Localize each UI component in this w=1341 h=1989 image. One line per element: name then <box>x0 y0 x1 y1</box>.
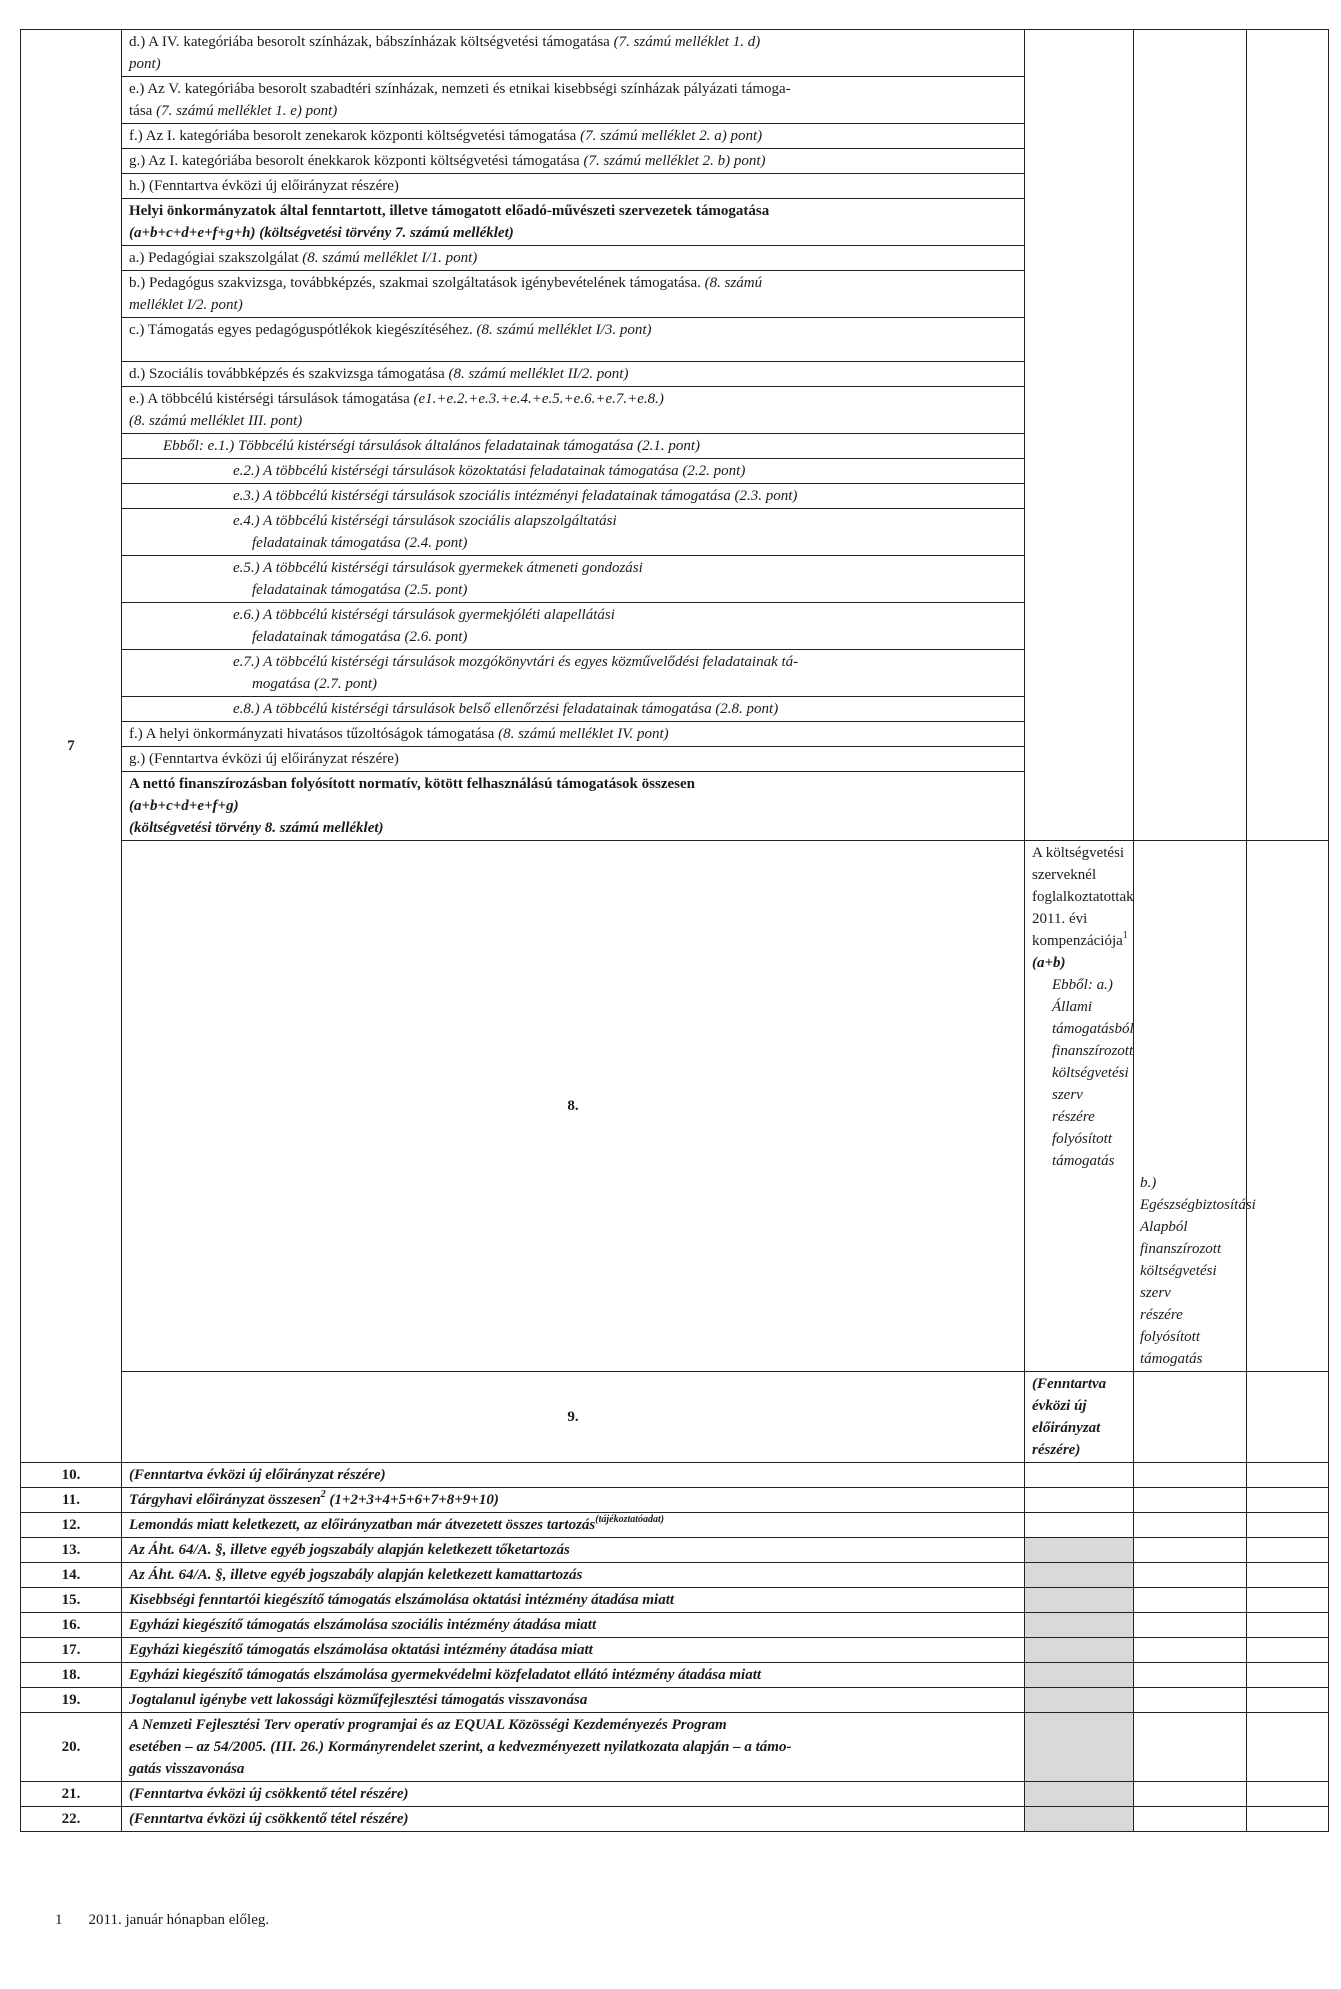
value-cell[interactable] <box>1025 1588 1134 1613</box>
footnote-text: 2011. január hónapban előleg. <box>88 1912 270 1928</box>
description-cell <box>122 1513 1025 1538</box>
value-cell[interactable] <box>1025 1613 1134 1638</box>
text-line <box>129 460 1018 482</box>
text-line <box>129 1758 1018 1780</box>
description-cell <box>122 509 1025 556</box>
cell-text: A Nemzeti Fejlesztési Terv operatív programjai és az EQUAL Közösségi Kezdeményezés Program <box>129 1717 727 1733</box>
row-number <box>21 1713 122 1782</box>
cell-text: Az Áht. 64/A. §, illetve egyéb jogszabály alapján keletkezett kamattartozás <box>129 1567 583 1583</box>
text-line <box>1032 842 1134 974</box>
cell-text: e.) Az V. kategóriába besorolt szabadtéri színházak, nemzeti és etnikai kisebbségi színházak pályázati támoga- <box>129 81 791 97</box>
text-line <box>129 1614 1018 1636</box>
row-number-text: 14. <box>61 1567 81 1583</box>
item-label: e.2.) <box>233 463 260 479</box>
row-number <box>21 1588 122 1613</box>
description-cell <box>122 697 1025 722</box>
cell-text: (8. számú melléklet I/3. pont) <box>476 322 652 338</box>
text-line <box>129 673 1018 695</box>
cell-text: (1+2+3+4+5+6+7+8+9+10) <box>325 1492 499 1508</box>
text-line <box>129 604 1018 626</box>
cell-text: esetében – az 54/2005. (III. 26.) Kormányrendelet szerint, a kedvezményezett nyilatkozata alapján – a támo- <box>129 1739 792 1755</box>
cell-text: Kisebbségi fenntartói kiegészítő támogatás elszámolása oktatási intézmény átadása miatt <box>129 1592 675 1608</box>
cell-text: (8. számú melléklet III. pont) <box>129 413 303 429</box>
cell-text: A többcélú kistérségi társulások gyermekek átmeneti gondozási <box>263 560 643 576</box>
text-line <box>129 272 1018 294</box>
row-number-text: 8. <box>567 1098 579 1114</box>
value-cell[interactable] <box>1134 1538 1247 1563</box>
table-row <box>21 30 1329 77</box>
value-cell[interactable] <box>1134 1563 1247 1588</box>
cell-text: (8. számú melléklet II/2. pont) <box>448 366 629 382</box>
text-line <box>129 1564 1018 1586</box>
text-line <box>129 773 1018 795</box>
cell-text: Egyházi kiegészítő támogatás elszámolása oktatási intézmény átadása miatt <box>129 1642 593 1658</box>
text-line <box>129 1714 1018 1736</box>
value-cell[interactable] <box>1247 841 1329 1372</box>
cell-text: Lemondás miatt keletkezett, az előirányzatban már átvezetett összes tartozás <box>129 1517 596 1533</box>
description-cell <box>122 149 1025 174</box>
description-cell <box>122 77 1025 124</box>
text-line <box>129 651 1018 673</box>
text-line <box>129 222 1018 244</box>
description-cell <box>122 1488 1025 1513</box>
cell-text: Állami támogatásból finanszírozott költségvetési szerv részére folyósított támogatás <box>1052 999 1134 1169</box>
cell-text: Jogtalanul igénybe vett lakossági közműfejlesztési támogatás visszavonása <box>129 1692 588 1708</box>
value-cell[interactable] <box>1247 30 1329 841</box>
description-cell <box>122 484 1025 509</box>
item-label: e.6.) <box>233 607 260 623</box>
budget-table <box>20 29 1329 1832</box>
value-cell[interactable] <box>1025 1782 1134 1807</box>
cell-text: a.) Pedagógiai szakszolgálat <box>129 250 303 266</box>
item-label: e.5.) <box>233 560 260 576</box>
text-line <box>129 150 1018 172</box>
cell-text: Egyházi kiegészítő támogatás elszámolása gyermekvédelmi közfeladatot ellátó intézmény átadása miatt <box>129 1667 762 1683</box>
row-number-text: 19. <box>61 1692 81 1708</box>
value-cell[interactable] <box>1025 1713 1134 1782</box>
text-line <box>129 1589 1018 1611</box>
cell-text: Egészségbiztosítási Alapból finanszírozott költségvetési szerv részére folyósított támogatás <box>1140 1197 1256 1367</box>
description-cell <box>122 246 1025 271</box>
row-number-text: 17. <box>61 1642 81 1658</box>
value-cell[interactable] <box>1025 1463 1134 1488</box>
item-label: Ebből: e.1.) <box>163 438 235 454</box>
value-cell[interactable] <box>1247 1538 1329 1563</box>
description-cell <box>122 1807 1025 1832</box>
item-label: e.7.) <box>233 654 260 670</box>
footnote <box>55 1912 269 1929</box>
row-number-text: 13. <box>61 1542 81 1558</box>
cell-text: Helyi önkormányzatok által fenntartott, illetve támogatott előadó-művészeti szervezetek támogatása <box>129 203 770 219</box>
text-line <box>129 100 1018 122</box>
text-line <box>129 1783 1018 1805</box>
value-cell[interactable] <box>1134 1638 1247 1663</box>
cell-text: pont) <box>129 56 161 72</box>
cell-text: Egyházi kiegészítő támogatás elszámolása szociális intézmény átadása miatt <box>129 1617 597 1633</box>
text-line <box>129 294 1018 316</box>
text-line <box>129 557 1018 579</box>
value-cell[interactable] <box>1247 1613 1329 1638</box>
value-cell[interactable] <box>1247 1513 1329 1538</box>
row-number <box>21 1463 122 1488</box>
description-cell <box>122 1613 1025 1638</box>
description-cell <box>122 747 1025 772</box>
table-row <box>21 1713 1329 1782</box>
text-line <box>129 748 1018 770</box>
description-cell <box>122 1538 1025 1563</box>
cell-text: feladatainak támogatása (2.5. pont) <box>252 582 468 598</box>
cell-text: g.) Az I. kategóriába besorolt énekkarok központi költségvetési támogatása <box>129 153 584 169</box>
description-cell <box>122 1782 1025 1807</box>
table-row <box>21 1638 1329 1663</box>
cell-text: gatás visszavonása <box>129 1761 245 1777</box>
value-cell[interactable] <box>1134 1463 1247 1488</box>
cell-text: A többcélú kistérségi társulások belső ellenőrzési feladatainak támogatása (2.8. pont) <box>263 701 779 717</box>
cell-text: Többcélú kistérségi társulások általános feladatainak támogatása (2.1. pont) <box>237 438 701 454</box>
text-line <box>129 532 1018 554</box>
description-cell <box>122 1638 1025 1663</box>
cell-text: e.) A többcélú kistérségi társulások támogatása <box>129 391 414 407</box>
text-line <box>129 125 1018 147</box>
value-cell[interactable] <box>1025 30 1134 841</box>
item-label: e.8.) <box>233 701 260 717</box>
cell-text: b.) Pedagógus szakvizsga, továbbképzés, szakmai szolgáltatások igénybevételének támogatása. <box>129 275 705 291</box>
text-line <box>129 1489 1018 1511</box>
text-line <box>129 1736 1018 1758</box>
cell-text: d.) A IV. kategóriába besorolt színházak, bábszínházak költségvetési támogatása <box>129 34 614 50</box>
text-line <box>129 78 1018 100</box>
cell-text: tása <box>129 103 157 119</box>
row-number <box>21 1782 122 1807</box>
row-number <box>21 1613 122 1638</box>
cell-text: A többcélú kistérségi társulások közoktatási feladatainak támogatása (2.2. pont) <box>263 463 746 479</box>
text-line <box>129 510 1018 532</box>
table-row <box>21 1488 1329 1513</box>
table-row <box>21 1538 1329 1563</box>
value-cell[interactable] <box>1247 1588 1329 1613</box>
text-line <box>129 817 1018 839</box>
cell-text: d.) Szociális továbbképzés és szakvizsga támogatása <box>129 366 449 382</box>
cell-text: (Fenntartva évközi új csökkentő tétel részére) <box>129 1811 409 1827</box>
item-label: e.3.) <box>233 488 260 504</box>
cell-text: feladatainak támogatása (2.4. pont) <box>252 535 468 551</box>
description-cell <box>122 318 1025 362</box>
cell-text: h.) (Fenntartva évközi új előirányzat részére) <box>129 178 399 194</box>
item-label: e.4.) <box>233 513 260 529</box>
description-cell <box>122 556 1025 603</box>
cell-text: A többcélú kistérségi társulások szociális intézményi feladatainak támogatása (2.3. pont) <box>263 488 798 504</box>
text-line <box>129 31 1018 53</box>
text-line <box>1032 974 1134 1172</box>
description-cell <box>122 722 1025 747</box>
text-line <box>129 1464 1018 1486</box>
cell-text: (7. számú melléklet 2. a) pont) <box>580 128 763 144</box>
row-number-text: 10. <box>61 1467 81 1483</box>
superscript: 2 <box>320 1489 326 1500</box>
description-cell <box>1025 841 1256 1372</box>
value-cell[interactable] <box>1134 30 1247 841</box>
text-line <box>129 626 1018 648</box>
text-line <box>129 698 1018 720</box>
cell-text: c.) Támogatás egyes pedagóguspótlékok kiegészítéséhez. <box>129 322 477 338</box>
row-number-text: 16. <box>61 1617 81 1633</box>
value-cell[interactable] <box>1025 1563 1134 1588</box>
value-cell[interactable] <box>1247 1663 1329 1688</box>
cell-text: feladatainak támogatása (2.6. pont) <box>252 629 468 645</box>
value-cell[interactable] <box>1247 1372 1329 1463</box>
row-number-text: 20. <box>61 1739 81 1755</box>
description-cell <box>122 1563 1025 1588</box>
description-cell <box>122 1588 1025 1613</box>
text-line <box>129 485 1018 507</box>
value-cell[interactable] <box>1025 1538 1134 1563</box>
cell-text: (Fenntartva évközi új előirányzat részére) <box>129 1467 386 1483</box>
row-number <box>21 30 122 1463</box>
value-cell[interactable] <box>1134 1688 1247 1713</box>
cell-text: melléklet I/2. pont) <box>129 297 243 313</box>
table-row <box>21 1563 1329 1588</box>
description-cell <box>122 1688 1025 1713</box>
value-cell[interactable] <box>1025 1638 1134 1663</box>
cell-text: mogatása (2.7. pont) <box>252 676 377 692</box>
value-cell[interactable] <box>1134 1613 1247 1638</box>
cell-text: f.) A helyi önkormányzati hivatásos tűzoltóságok támogatása <box>129 726 499 742</box>
value-cell[interactable] <box>1134 1713 1247 1782</box>
cell-text: A többcélú kistérségi társulások gyermekjóléti alapellátási <box>263 607 615 623</box>
text-line <box>129 795 1018 817</box>
row-number <box>122 841 1025 1372</box>
description-cell <box>122 1713 1025 1782</box>
value-cell[interactable] <box>1247 1638 1329 1663</box>
text-line <box>129 1664 1018 1686</box>
row-number <box>21 1663 122 1688</box>
text-line <box>129 1539 1018 1561</box>
row-number-text: 12. <box>61 1517 81 1533</box>
table-row <box>21 841 1329 1372</box>
cell-text: A többcélú kistérségi társulások mozgókönyvtári és egyes közművelődési feladatainak tá- <box>263 654 799 670</box>
description-cell <box>122 387 1025 434</box>
value-cell[interactable] <box>1134 1782 1247 1807</box>
footnote-number: 1 <box>55 1912 63 1928</box>
table-row <box>21 1463 1329 1488</box>
value-cell[interactable] <box>1134 1807 1247 1832</box>
table-row <box>21 1807 1329 1832</box>
description-cell <box>122 271 1025 318</box>
row-number-text: 18. <box>61 1667 81 1683</box>
value-cell[interactable] <box>1247 1463 1329 1488</box>
cell-text: (e1.+e.2.+e.3.+e.4.+e.5.+e.6.+e.7.+e.8.) <box>413 391 664 407</box>
item-label: Ebből: a.) <box>1052 977 1113 993</box>
footnote-ref: 1 <box>1122 930 1128 941</box>
description-cell <box>122 1463 1025 1488</box>
cell-text: (8. számú <box>704 275 763 291</box>
value-cell[interactable] <box>1134 1488 1247 1513</box>
row-number-text: 22. <box>61 1811 81 1827</box>
value-cell[interactable] <box>1025 1807 1134 1832</box>
cell-text: f.) Az I. kategóriába besorolt zenekarok központi költségvetési támogatása <box>129 128 581 144</box>
table-row <box>21 1513 1329 1538</box>
row-number <box>21 1688 122 1713</box>
description-cell <box>122 650 1025 697</box>
text-line <box>129 53 1018 75</box>
text-line <box>129 363 1018 385</box>
text-line <box>129 1808 1018 1830</box>
cell-text: (8. számú melléklet I/1. pont) <box>302 250 478 266</box>
cell-text: (a+b+c+d+e+f+g+h) (költségvetési törvény 7. számú melléklet) <box>129 225 514 241</box>
table-row <box>21 1613 1329 1638</box>
value-cell[interactable] <box>1247 1807 1329 1832</box>
row-number <box>21 1563 122 1588</box>
text-line <box>129 579 1018 601</box>
row-number-text: 21. <box>61 1786 81 1802</box>
text-line <box>129 1689 1018 1711</box>
table-row <box>21 1782 1329 1807</box>
row-number <box>21 1538 122 1563</box>
row-number <box>21 1488 122 1513</box>
description-cell <box>122 603 1025 650</box>
text-line <box>129 723 1018 745</box>
text-line <box>1032 1373 1127 1461</box>
cell-text: A nettó finanszírozásban folyósított normatív, kötött felhasználású támogatások összesen <box>129 776 695 792</box>
cell-text: (7. számú melléklet 1. e) pont) <box>156 103 338 119</box>
text-line <box>129 1639 1018 1661</box>
item-label: b.) <box>1140 1175 1157 1191</box>
cell-text: (Fenntartva évközi új csökkentő tétel részére) <box>129 1786 409 1802</box>
cell-text: (Fenntartva évközi új előirányzat részére) <box>1032 1376 1107 1458</box>
table-row <box>21 1663 1329 1688</box>
cell-text: Tárgyhavi előirányzat összesen <box>129 1492 321 1508</box>
value-cell[interactable] <box>1134 1372 1247 1463</box>
text-line <box>1032 1172 1256 1370</box>
superscript: (tájékoztatóadat) <box>595 1514 665 1525</box>
cell-text: (a+b) <box>1032 955 1066 971</box>
text-line <box>129 247 1018 269</box>
text-line <box>129 1514 1018 1536</box>
cell-text: (a+b+c+d+e+f+g) <box>129 798 239 814</box>
description-cell <box>122 174 1025 199</box>
text-line <box>129 175 1018 197</box>
cell-text: (8. számú melléklet IV. pont) <box>498 726 669 742</box>
table-row <box>21 1372 1329 1463</box>
value-cell[interactable] <box>1025 1513 1134 1538</box>
value-cell[interactable] <box>1025 1688 1134 1713</box>
description-cell <box>122 1663 1025 1688</box>
description-cell <box>122 772 1025 841</box>
cell-text: Az Áht. 64/A. §, illetve egyéb jogszabály alapján keletkezett tőketartozás <box>129 1542 570 1558</box>
description-cell <box>1025 1372 1134 1463</box>
value-cell[interactable] <box>1025 1663 1134 1688</box>
value-cell[interactable] <box>1134 1588 1247 1613</box>
cell-text: (7. számú melléklet 2. b) pont) <box>583 153 766 169</box>
cell-text: A többcélú kistérségi társulások szociális alapszolgáltatási <box>263 513 617 529</box>
cell-text: A költségvetési szerveknél foglalkoztatottak 2011. évi kompenzációja <box>1032 845 1134 949</box>
description-cell <box>122 459 1025 484</box>
cell-text: g.) (Fenntartva évközi új előirányzat részére) <box>129 751 399 767</box>
value-cell[interactable] <box>1134 1513 1247 1538</box>
row-number-text: 9. <box>567 1409 579 1425</box>
cell-text: (7. számú melléklet 1. d) <box>613 34 761 50</box>
description-cell <box>122 124 1025 149</box>
description-cell <box>122 199 1025 246</box>
cell-text: (költségvetési törvény 8. számú melléklet) <box>129 820 384 836</box>
row-number <box>21 1638 122 1663</box>
row-number <box>122 1372 1025 1463</box>
text-line <box>129 410 1018 432</box>
row-number <box>21 1807 122 1832</box>
description-cell <box>122 30 1025 77</box>
text-line <box>129 200 1018 222</box>
value-cell[interactable] <box>1247 1488 1329 1513</box>
value-cell[interactable] <box>1134 1663 1247 1688</box>
value-cell[interactable] <box>1247 1782 1329 1807</box>
row-number-text: 11. <box>62 1492 80 1508</box>
row-number-text: 7 <box>67 738 75 754</box>
row-number <box>21 1513 122 1538</box>
value-cell[interactable] <box>1247 1713 1329 1782</box>
text-line <box>129 435 1018 457</box>
table-row <box>21 1688 1329 1713</box>
value-cell[interactable] <box>1247 1688 1329 1713</box>
text-line <box>129 388 1018 410</box>
description-cell <box>122 362 1025 387</box>
table-row <box>21 1588 1329 1613</box>
row-number-text: 15. <box>61 1592 81 1608</box>
text-line <box>129 319 1018 341</box>
value-cell[interactable] <box>1247 1563 1329 1588</box>
description-cell <box>122 434 1025 459</box>
value-cell[interactable] <box>1025 1488 1134 1513</box>
